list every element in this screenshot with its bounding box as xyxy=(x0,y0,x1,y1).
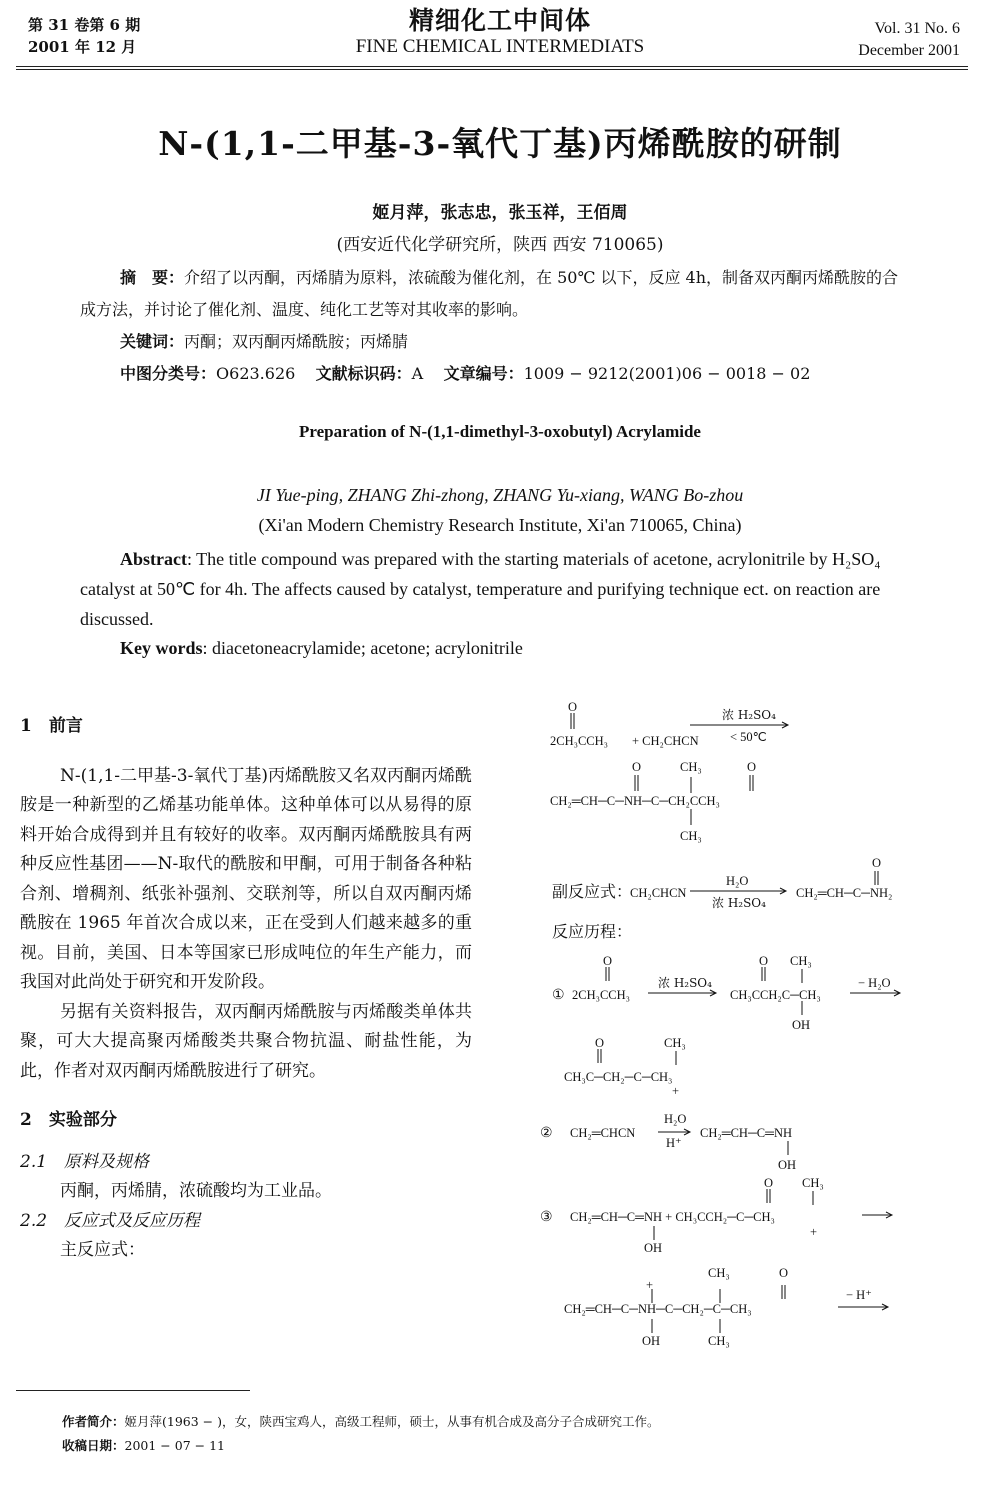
m3-product: CH₂═CH─C─NH─C─CH₂─C─CH₃ xyxy=(564,1302,752,1316)
m2-number: ② xyxy=(540,1125,553,1141)
m3-number: ③ xyxy=(540,1209,553,1225)
paper-title-cn: N-(1,1-二甲基-3-氧代丁基)丙烯酰胺的研制 xyxy=(158,124,842,163)
journal-name-cn: 精细化工中间体 xyxy=(408,6,591,35)
main-cond-bottom: < 50℃ xyxy=(730,730,767,744)
clc-label: 中图分类号： xyxy=(120,364,217,383)
abstract-cn-text: 介绍了以丙酮，丙烯腈为原料，浓硫酸为催化剂，在 50℃ 以下，反应 4h，制备双丙酮丙烯酰胺的合成方法，并讨论了催化剂、温度、纯化工艺等对其收率的影响。 xyxy=(80,268,899,319)
carbocation-o: O xyxy=(595,1036,605,1050)
m3-ch3: CH₃ xyxy=(802,1176,824,1190)
carbocation: CH₃C─CH₂─C─CH₃ xyxy=(564,1070,673,1084)
main-reactant-acetone: 2CH₃CCH₃ xyxy=(550,734,609,748)
abstract-en-label: Abstract xyxy=(120,549,187,569)
keywords-en-label: Key words xyxy=(120,638,203,658)
m1-o: O xyxy=(603,954,613,968)
keywords-cn xyxy=(80,326,910,358)
journal-name-en: FINE CHEMICAL INTERMEDIATS xyxy=(355,36,645,57)
paper-title-en: Preparation of N-(1,1-dimethyl-3-oxobutyl) Acrylamide xyxy=(299,422,701,441)
header-rule xyxy=(16,66,968,67)
authors-en: JI Yue-ping, ZHANG Zhi-zhong, ZHANG Yu-xiang, WANG Bo-zhou xyxy=(256,485,744,505)
footnote-received xyxy=(62,1434,225,1458)
m3-prod-charge: + xyxy=(646,1278,654,1292)
doc-code-value: A xyxy=(411,364,424,383)
carbocation-charge: + xyxy=(672,1084,680,1098)
side-cond-top: H₂O xyxy=(726,874,749,888)
main-reaction-label: 主反应式： xyxy=(60,1240,145,1260)
affiliation-cn: (西安近代化学研究所，陕西 西安 710065) xyxy=(336,235,664,255)
keywords-cn-label: 关键词： xyxy=(120,332,185,351)
mechanism-label: 反应历程： xyxy=(552,922,633,941)
subsection-2-1: 2.1 原料及规格 xyxy=(20,1151,150,1172)
volume-cn: 第 31 卷第 6 期 xyxy=(28,16,141,34)
reaction-schemes xyxy=(540,695,980,1355)
m3-oh: OH xyxy=(644,1241,663,1255)
clc-value: O623.626 xyxy=(216,364,296,383)
keywords-cn-text: 丙酮；双丙酮丙烯酰胺；丙烯腈 xyxy=(184,332,409,351)
side-product: CH₂═CH─C─NH₂ xyxy=(796,886,893,900)
m2-cond-top: H₂O xyxy=(664,1112,687,1126)
m3-prod-oh: OH xyxy=(642,1334,661,1348)
volume-en: Vol. 31 No. 6 xyxy=(874,20,960,37)
m3-prod-ch3-bottom: CH₃ xyxy=(708,1334,730,1348)
section-heading-2: 2 实验部分 xyxy=(20,1110,117,1130)
footnote-author-text: 姬月萍(1963 − )，女，陕西宝鸡人，高级工程师，硕士，从事有机合成及高分子合成研究工作。 xyxy=(124,1414,660,1429)
side-prod-o: O xyxy=(872,856,882,870)
m3-reactants: CH₂═CH─C═NH + CH₃CCH₂─C─CH₃ xyxy=(570,1210,775,1224)
footnote-date-label: 收稿日期： xyxy=(62,1438,125,1453)
main-product: CH₂═CH─C─NH─C─CH₂CCH₃ xyxy=(550,794,720,808)
m3-prod-o: O xyxy=(779,1266,789,1280)
keywords-en xyxy=(120,638,523,659)
main-prod-ch3-top: CH₃ xyxy=(680,760,702,774)
subsection-2-2: 2.2 反应式及反应历程 xyxy=(20,1210,201,1231)
main-prod-o2: O xyxy=(747,760,757,774)
main-r1-o: O xyxy=(568,700,578,714)
m1-cond2: − H₂O xyxy=(858,976,891,990)
date-en: December 2001 xyxy=(858,42,960,59)
paragraph-materials: 丙酮，丙烯腈，浓硫酸均为工业品。 xyxy=(60,1181,332,1201)
side-reactant: CH₂CHCN xyxy=(630,886,687,900)
authors-cn: 姬月萍，张志忠，张玉祥，王佰周 xyxy=(372,203,628,223)
m1-product: CH₃CCH₂C─CH₃ xyxy=(730,988,821,1002)
m2-prod-oh: OH xyxy=(778,1158,797,1172)
footnote-rule xyxy=(16,1390,250,1391)
m3-prod-ch3-top: CH₃ xyxy=(708,1266,730,1280)
footnote-date-text: 2001 − 07 − 11 xyxy=(124,1438,225,1453)
footnote-author xyxy=(62,1410,660,1434)
footnote-author-label: 作者简介： xyxy=(62,1414,125,1429)
m2-reactant: CH₂═CHCN xyxy=(570,1126,636,1140)
m3-charge: + xyxy=(810,1225,818,1239)
main-cond-top: 浓 H₂SO₄ xyxy=(722,708,776,722)
abstract-en xyxy=(80,544,910,634)
m1-reactant: 2CH₃CCH₃ xyxy=(572,988,631,1002)
m3-cond: − H⁺ xyxy=(846,1288,872,1302)
main-prod-ch3-bottom: CH₃ xyxy=(680,829,702,843)
side-reaction-label: 副反应式： xyxy=(552,882,633,901)
section-heading-1: 1 前言 xyxy=(20,716,83,736)
m3-o: O xyxy=(764,1176,774,1190)
m1-prod-o: O xyxy=(759,954,769,968)
main-reactant-acrylonitrile: + CH₂CHCN xyxy=(632,734,699,748)
paragraph-intro: N-(1,1-二甲基-3-氧代丁基)丙烯酰胺又名双丙酮丙烯酰胺是一种新型的乙烯基功能单体。这种单体可以从易得的原料开始合成得到并且有较好的收率。双丙酮丙烯酰胺具有两种反应性基团——N-取代的酰胺和甲酮，可用于制备各种粘合剂、增稠剂、纸张补强剂、交联剂等，所以自双丙酮丙烯酰胺在 1965 年首次合成以来，正在受到人们越来越多的重视。目前，美国、日本等国家已形成吨位的年生产能力，而我国对此尚处于研究和开发阶段。 xyxy=(20,765,472,992)
side-cond-bottom: 浓 H₂SO₄ xyxy=(712,896,766,910)
article-no-label: 文章编号： xyxy=(443,364,524,383)
article-no-value: 1009 − 9212(2001)06 − 0018 − 02 xyxy=(523,364,811,383)
keywords-en-text: : diacetoneacrylamide; acetone; acrylonitrile xyxy=(202,638,523,658)
m1-prod-ch3: CH₃ xyxy=(790,954,812,968)
abstract-cn-label: 摘 要： xyxy=(120,268,185,287)
abstract-cn xyxy=(80,262,910,390)
paragraph-intro-2: 另据有关资料报告，双丙酮丙烯酰胺与丙烯酸类单体共聚，可大大提高聚丙烯酸类共聚合物抗温、耐盐性能，为此，作者对双丙酮丙烯酰胺进行了研究。 xyxy=(20,1001,472,1081)
m2-cond-bottom: H⁺ xyxy=(666,1136,682,1150)
affiliation-en: (Xi'an Modern Chemistry Research Institute, Xi'an 710065, China) xyxy=(258,515,742,535)
classification-line xyxy=(80,358,910,390)
journal-name xyxy=(0,6,1000,58)
m1-prod-oh: OH xyxy=(792,1018,811,1032)
body-left-column xyxy=(20,712,472,1266)
m1-cond: 浓 H₂SO₄ xyxy=(658,976,712,990)
abstract-en-text: : The title compound was prepared with the starting materials of acetone, acrylonitrile by H₂SO₄ catalyst at 50℃ for 4h. The affects caused by catalyst, temperature and purifying technique ect. on reaction are discussed. xyxy=(80,549,881,629)
carbocation-ch3: CH₃ xyxy=(664,1036,686,1050)
header-rule-thin xyxy=(16,69,968,70)
m1-number: ① xyxy=(552,987,565,1003)
issue-info-en xyxy=(858,18,960,62)
doc-code-label: 文献标识码： xyxy=(315,364,412,383)
main-prod-o1: O xyxy=(632,760,642,774)
m2-product: CH₂═CH─C═NH xyxy=(700,1126,793,1140)
date-cn: 2001 年 12 月 xyxy=(28,38,137,56)
